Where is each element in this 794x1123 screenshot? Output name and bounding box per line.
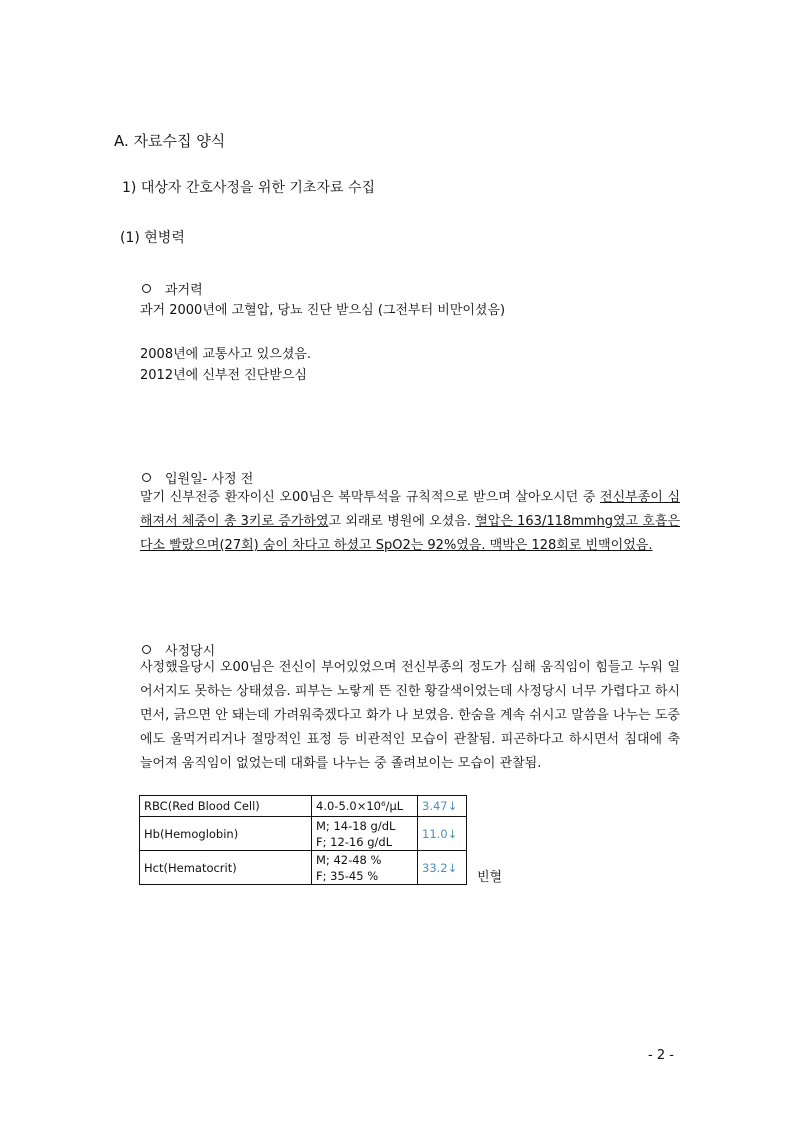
lab-value: 11.0↓	[418, 817, 467, 851]
lab-range-female: F; 12-16 g/dL	[316, 834, 393, 849]
lab-range-male: M; 14-18 g/dL	[316, 818, 396, 833]
lab-range	[312, 851, 418, 885]
admission-text-underlined: 혈압은 163/118mmhg였고 호흡은 다소 빨랐으며(27회) 숨이 차다고 하셨고 SpO2는 92%였음. 맥박은 128회로 빈맥이었음.	[140, 514, 680, 553]
heading-section-a: A. 자료수집 양식	[114, 132, 226, 150]
lab-results-table	[139, 795, 467, 885]
past-history-line: 2012년에 신부전 진단받으심	[140, 368, 307, 383]
table-row	[140, 796, 467, 817]
lab-value: 3.47↓	[418, 796, 467, 817]
table-row	[140, 851, 467, 885]
table-row	[140, 817, 467, 851]
admission-text: 말기 신부전증 환자이신 오00님은 복막투석을 규칙적으로 받으며 살아오시던 중	[140, 490, 601, 505]
heading-present-illness: (1) 현병력	[120, 230, 185, 246]
admission-heading	[142, 468, 253, 487]
lab-range: 4.0-5.0×10⁶/μL	[312, 796, 418, 817]
lab-range	[312, 817, 418, 851]
past-history-label: 과거력	[165, 283, 203, 298]
lab-range-male: M; 42-48 %	[316, 852, 382, 867]
assessment-text: 사정했을당시 오00님은 전신이 부어있었으며 전신부종의 정도가 심해 움직임이 힘들고 누워 일어서지도 못하는 상태셨음. 피부는 노랗게 뜬 진한 황갈색이었는데 사정당시 너무 가렵다고 하시면서, 긁으면 안 돼는데 가려워죽겠다고 화가 나 보였음. 한숨을 계속 쉬시고 말씀을 나누는 도중에도 울먹거리거나 절망적인 표정 등 비관적인 모습이 관찰됨. 피곤하다고 하시면서 침대에 축 늘어져 움직임이 없었는데 대화를 나누는 중 졸려보이는 모습이 관찰됨.	[140, 660, 680, 771]
admission-text-underlined: 전신부종이 심해져서 체중이 총 3키로 증가하였	[140, 490, 681, 529]
circle-bullet-icon	[142, 473, 151, 482]
lab-name: Hct(Hematocrit)	[140, 851, 312, 885]
circle-bullet-icon	[142, 284, 151, 293]
assessment-label: 사정당시	[165, 644, 216, 659]
admission-text: 고 외래로 병원에 오셨음.	[328, 514, 476, 529]
past-history-line: 과거 2000년에 고혈압, 당뇨 진단 받으심 (그전부터 비만이셨음)	[140, 303, 506, 318]
admission-paragraph	[140, 486, 680, 558]
lab-value: 33.2↓	[418, 851, 467, 885]
past-history-line: 2008년에 교통사고 있으셨음.	[140, 347, 312, 362]
circle-bullet-icon	[142, 645, 151, 654]
lab-name: Hb(Hemoglobin)	[140, 817, 312, 851]
past-history-heading	[142, 279, 203, 298]
page-number: - 2 -	[648, 1048, 674, 1063]
heading-basic-data: 1) 대상자 간호사정을 위한 기초자료 수집	[122, 180, 376, 196]
lab-range-female: F; 35-45 %	[316, 868, 379, 883]
assessment-paragraph	[140, 656, 680, 776]
anemia-note: 빈혈	[477, 870, 503, 885]
admission-label: 입원일- 사정 전	[165, 472, 254, 487]
lab-name: RBC(Red Blood Cell)	[140, 796, 312, 817]
